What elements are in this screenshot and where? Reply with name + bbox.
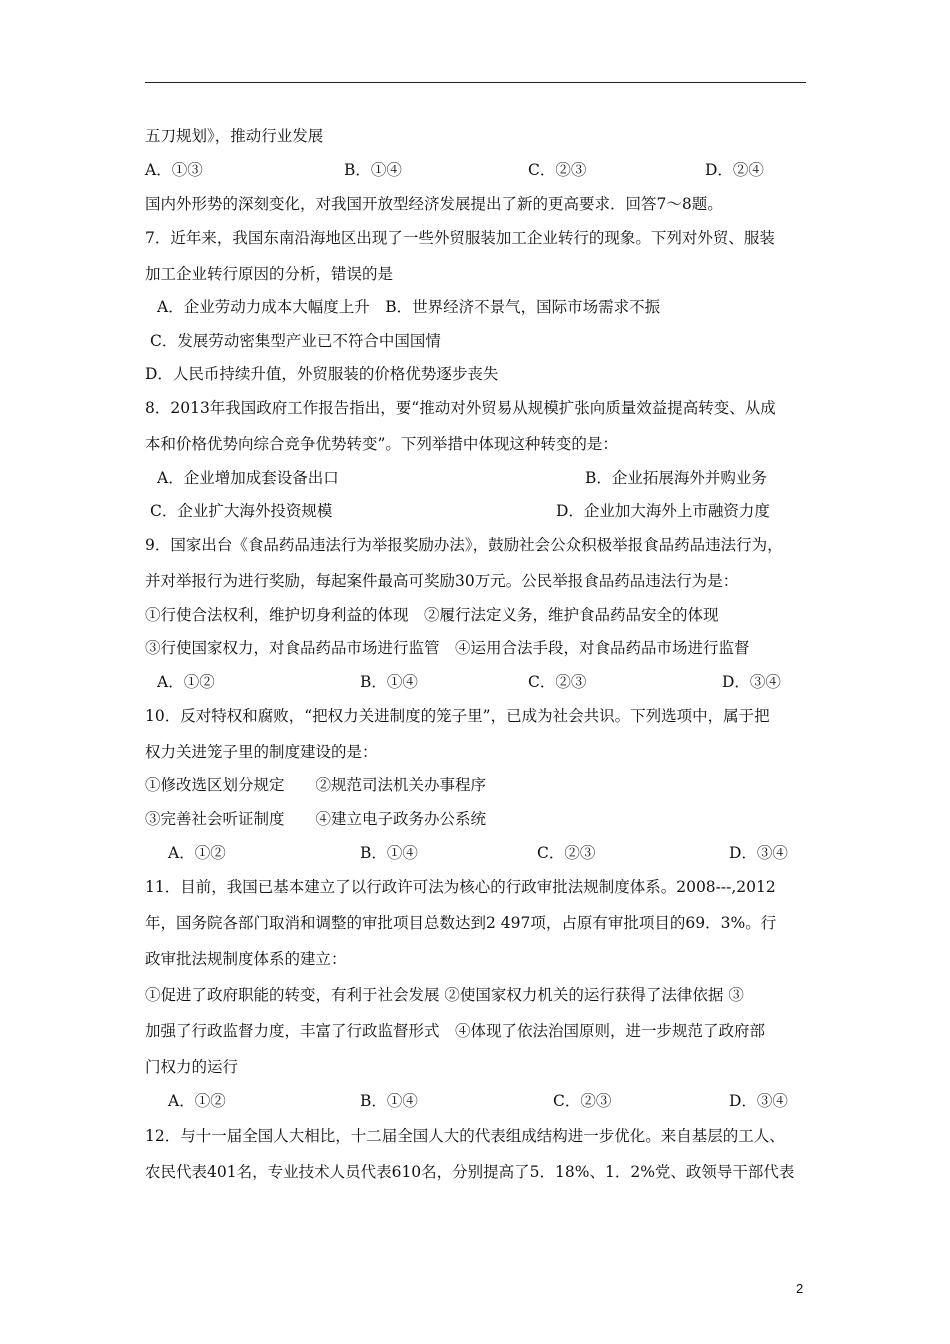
question-11-option-a: A．①② xyxy=(168,1092,226,1110)
question-8-stem-cont: 本和价格优势向综合竞争优势转变”。下列举措中体现这种转变的是： xyxy=(145,435,618,453)
question-7-stem: 7．近年来，我国东南沿海地区出现了一些外贸服装加工企业转行的现象。下列对外贸、服装 xyxy=(145,229,775,247)
question-7-stem-cont: 加工企业转行原因的分析，错误的是 xyxy=(145,265,394,283)
question-8-option-a: A．企业增加成套设备出口 xyxy=(157,469,339,487)
question-12-stem-cont: 农民代表401名，专业技术人员代表610名，分别提高了5．18%、1．2%党、政领导干部代表 xyxy=(145,1163,795,1181)
question-11-choices-1: ①促进了政府职能的转变，有利于社会发展 ②使国家权力机关的运行获得了法律依据 ③ xyxy=(145,986,744,1004)
question-11-option-c: C．②③ xyxy=(553,1092,612,1110)
question-8-option-d: D．企业加大海外上市融资力度 xyxy=(556,502,770,520)
question-10-stem-cont: 权力关进笼子里的制度建设的是： xyxy=(145,743,378,761)
question-11-option-b: B．①④ xyxy=(360,1092,418,1110)
header-rule xyxy=(145,82,806,83)
question-11-choices-2: 加强了行政监督力度，丰富了行政监督形式 ④体现了依法治国原则，进一步规范了政府部 xyxy=(145,1022,766,1040)
question-9-choices-12: ①行使合法权利，维护切身利益的体现 ②履行法定义务，维护食品药品安全的体现 xyxy=(145,606,719,624)
question-8-stem: 8．2013年我国政府工作报告指出，要“推动对外贸易从规模扩张向质量效益提高转变、从成 xyxy=(145,399,776,417)
question-9-option-b: B．①④ xyxy=(360,673,418,691)
option-b: B．①④ xyxy=(344,161,402,179)
question-11-option-d: D．③④ xyxy=(729,1092,788,1110)
question-11-stem-cont: 年，国务院各部门取消和调整的审批项目总数达到2 497项，占原有审批项目的69．3%。行 xyxy=(145,914,777,932)
option-a: A．①③ xyxy=(145,161,203,179)
question-7-options-ab: A．企业劳动力成本大幅度上升 B．世界经济不景气，国际市场需求不振 xyxy=(157,298,661,316)
question-10-choices-34: ③完善社会听证制度 ④建立电子政务办公系统 xyxy=(145,810,487,828)
question-7-option-c: C．发展劳动密集型产业已不符合中国国情 xyxy=(150,332,441,350)
question-11-choices-3: 门权力的运行 xyxy=(145,1058,239,1076)
question-10-option-c: C．②③ xyxy=(537,844,596,862)
question-12-stem: 12．与十一届全国人大相比，十二届全国人大的代表组成结构进一步优化。来自基层的工人、 xyxy=(145,1127,785,1145)
question-9-choices-34: ③行使国家权力，对食品药品市场进行监管 ④运用合法手段，对食品药品市场进行监督 xyxy=(145,639,750,657)
question-8-option-b: B．企业拓展海外并购业务 xyxy=(585,469,767,487)
question-10-option-b: B．①④ xyxy=(360,844,418,862)
question-10-option-d: D．③④ xyxy=(729,844,788,862)
text-line: 五刀规划》，推动行业发展 xyxy=(145,127,324,145)
question-10-option-a: A．①② xyxy=(168,844,226,862)
question-10-choices-12: ①修改选区划分规定 ②规范司法机关办事程序 xyxy=(145,776,487,794)
question-11-stem: 11．目前，我国已基本建立了以行政许可法为核心的行政审批法规制度体系。2008---,2012 xyxy=(145,878,776,896)
page-number: 2 xyxy=(796,1281,804,1296)
question-9-option-a: A．①② xyxy=(157,673,215,691)
option-c: C．②③ xyxy=(528,161,587,179)
question-10-stem: 10．反对特权和腐败，“把权力关进制度的笼子里”，已成为社会共识。下列选项中，属于把 xyxy=(145,707,770,725)
question-9-option-c: C．②③ xyxy=(528,673,587,691)
question-9-stem: 9．国家出台《食品药品违法行为举报奖励办法》，鼓励社会公众积极举报食品药品违法行为， xyxy=(145,536,783,554)
question-11-stem-end: 政审批法规制度体系的建立： xyxy=(145,950,347,968)
option-d: D．②④ xyxy=(705,161,764,179)
question-9-stem-cont: 并对举报行为进行奖励，每起案件最高可奖励30万元。公民举报食品药品违法行为是： xyxy=(145,572,739,590)
question-7-option-d: D．人民币持续升值，外贸服装的价格优势逐步丧失 xyxy=(145,365,499,383)
question-8-option-c: C．企业扩大海外投资规模 xyxy=(150,502,333,520)
section-intro: 国内外形势的深刻变化，对我国开放型经济发展提出了新的更高要求．回答7～8题。 xyxy=(145,195,723,213)
question-9-option-d: D．③④ xyxy=(722,673,781,691)
